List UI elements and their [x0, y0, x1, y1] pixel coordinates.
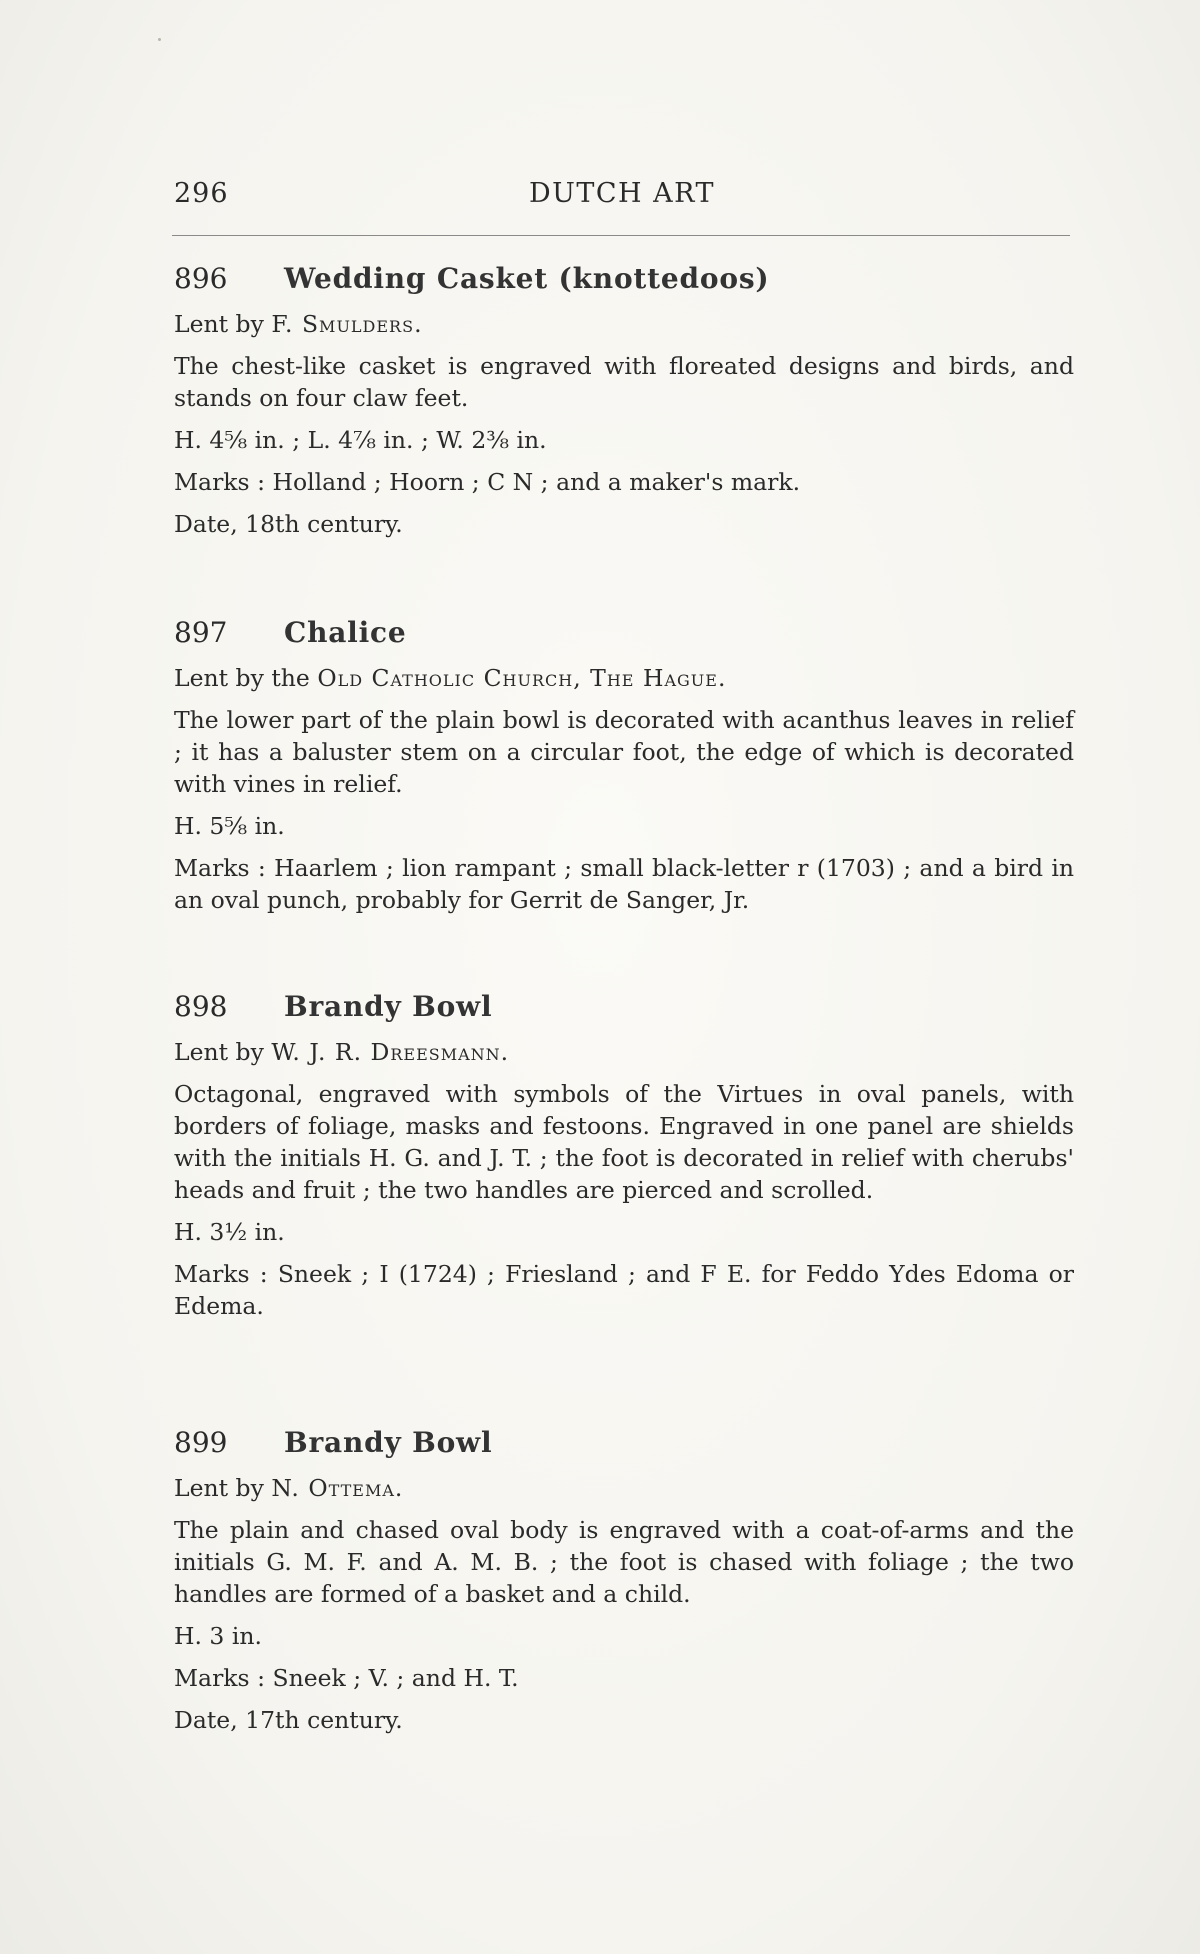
- catalogue-number: 899: [174, 1426, 228, 1459]
- catalogue-entry-896: [174, 262, 1074, 540]
- entry-heading: [174, 262, 1074, 304]
- catalogue-number: 897: [174, 616, 228, 649]
- lender-name: Old Catholic Church, The Hague.: [317, 664, 727, 692]
- item-title: Wedding Casket (knottedoos): [284, 262, 770, 295]
- marks: Marks : Holland ; Hoorn ; C N ; and a maker's mark.: [174, 468, 801, 496]
- page-header: [174, 178, 1070, 218]
- marks: Marks : Haarlem ; lion rampant ; small black-letter r (1703) ; and a bird in an oval punch, probably for Gerrit de Sanger, Jr.: [174, 854, 1074, 914]
- lent-by-prefix: Lent by the: [174, 664, 310, 692]
- dimensions: H. 5⅝ in.: [174, 812, 285, 840]
- entry-heading: [174, 616, 1074, 658]
- running-title: DUTCH ART: [528, 178, 716, 209]
- entry-heading: [174, 1426, 1074, 1468]
- page-number: 296: [174, 178, 229, 209]
- catalogue-entry-899: [174, 1426, 1074, 1736]
- item-title: Brandy Bowl: [284, 990, 493, 1023]
- dimensions: H. 3 in.: [174, 1622, 262, 1650]
- catalogue-entry-898: [174, 990, 1074, 1322]
- catalogue-entry-897: [174, 616, 1074, 916]
- description: The chest-like casket is engraved with floreated designs and birds, and stands on four claw feet.: [174, 352, 1074, 412]
- catalogue-number: 898: [174, 990, 228, 1023]
- description: Octagonal, engraved with symbols of the Virtues in oval panels, with borders of foliage, masks and festoons. Engraved in one panel are shields with the initials H. G. and J. T. ; the foot is decorated in relief with cherubs' heads and fruit ; the two handles are pierced and scrolled.: [174, 1080, 1074, 1204]
- description: The lower part of the plain bowl is decorated with acanthus leaves in relief ; it has a baluster stem on a circular foot, the edge of which is decorated with vines in relief.: [174, 706, 1074, 798]
- lender-line: [174, 1472, 1074, 1504]
- entry-heading: [174, 990, 1074, 1032]
- description: The plain and chased oval body is engraved with a coat-of-arms and the initials G. M. F. and A. M. B. ; the foot is chased with foliage ; the two handles are formed of a basket and a child.: [174, 1516, 1074, 1608]
- catalogue-number: 896: [174, 262, 228, 295]
- lent-by-prefix: Lent by: [174, 1474, 264, 1502]
- lender-name: W. J. R. Dreesmann.: [271, 1038, 510, 1066]
- date: Date, 17th century.: [174, 1706, 403, 1734]
- dimensions: H. 3½ in.: [174, 1218, 285, 1246]
- lender-line: [174, 1036, 1074, 1068]
- lent-by-prefix: Lent by: [174, 1038, 264, 1066]
- header-rule: [172, 235, 1070, 236]
- lender-line: [174, 308, 1074, 340]
- item-title: Chalice: [284, 616, 407, 649]
- lender-name: N. Ottema.: [271, 1474, 404, 1502]
- lender-line: [174, 662, 1074, 694]
- marks: Marks : Sneek ; V. ; and H. T.: [174, 1664, 519, 1692]
- dimensions: H. 4⅝ in. ; L. 4⅞ in. ; W. 2⅜ in.: [174, 426, 547, 454]
- lender-name: F. Smulders.: [271, 310, 423, 338]
- marks: Marks : Sneek ; I (1724) ; Friesland ; and F E. for Feddo Ydes Edoma or Edema.: [174, 1260, 1074, 1320]
- lent-by-prefix: Lent by: [174, 310, 264, 338]
- item-title: Brandy Bowl: [284, 1426, 493, 1459]
- paper-speck: [158, 38, 161, 41]
- date: Date, 18th century.: [174, 510, 403, 538]
